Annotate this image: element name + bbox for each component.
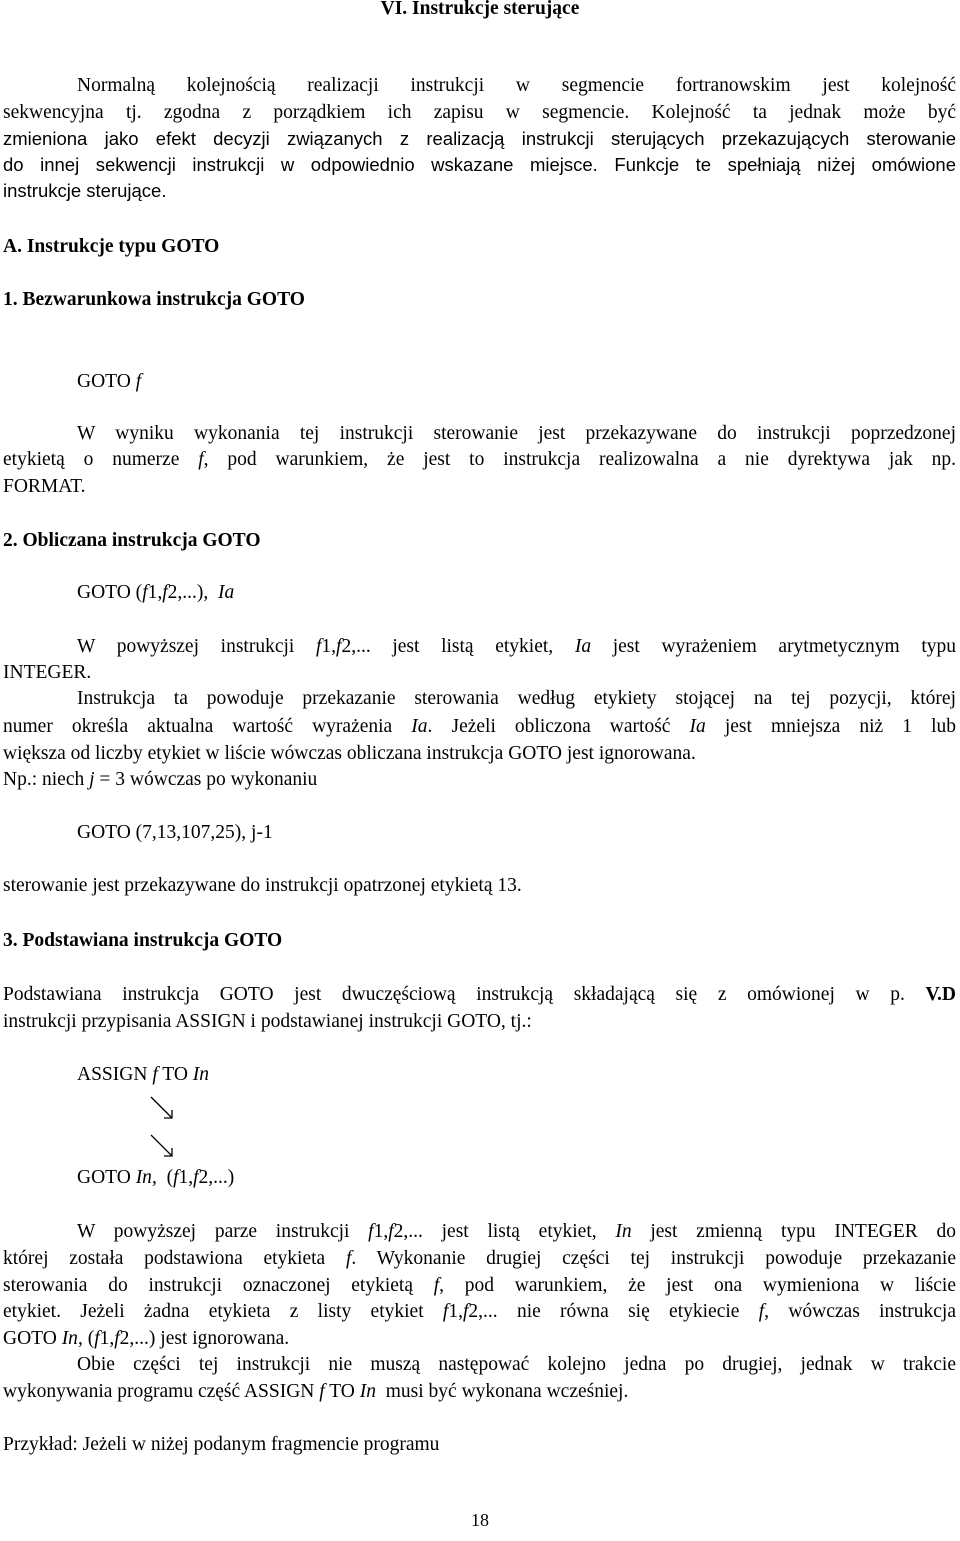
arrow-icon-2 bbox=[148, 1132, 178, 1162]
page-number: 18 bbox=[471, 1510, 489, 1530]
section-1-code: GOTO f bbox=[77, 371, 142, 392]
section-2-line-1: W powyższej instrukcji f1,f2,... jest listą etykiet, Ia jest wyrażeniem arytmetycznym typu bbox=[77, 636, 956, 657]
section-3-line-5: sterowania do instrukcji oznaczonej etykietą f, pod warunkiem, że jest ona wymieniona w liście bbox=[3, 1275, 956, 1296]
section-3-line-1: Podstawiana instrukcja GOTO jest dwuczęściową instrukcją składającą się z omówionej w p. V.D bbox=[3, 984, 956, 1005]
section-2-heading: 2. Obliczana instrukcja GOTO bbox=[3, 530, 261, 551]
intro-line-4: do innej sekwencji instrukcji w odpowiednio wskazane miejsce. Funkcje te spełniają niżej omówione bbox=[3, 154, 956, 175]
intro-line-2: sekwencyjna tj. zgodna z porządkiem ich zapisu w segmencie. Kolejność ta jednak może być bbox=[3, 102, 956, 123]
section-1-line-3: FORMAT. bbox=[3, 476, 86, 497]
section-3-line-8: Obie części tej instrukcji nie muszą następować kolejno jedna po drugiej, jednak w trakcie bbox=[77, 1354, 956, 1375]
page-title: VI. Instrukcje sterujące bbox=[380, 0, 580, 19]
intro-line-1: Normalną kolejnością realizacji instrukcji w segmencie fortranowskim jest kolejność bbox=[77, 75, 956, 96]
section-3-code-goto: GOTO In, (f1,f2,...) bbox=[77, 1167, 235, 1188]
section-3-code-assign: ASSIGN f TO In bbox=[77, 1064, 210, 1085]
section-2-code-example: GOTO (7,13,107,25), j-1 bbox=[77, 822, 273, 843]
section-2-line-3: Instrukcja ta powoduje przekazanie sterowania według etykiety stojącej na tej pozycji, której bbox=[77, 688, 956, 709]
intro-line-5: instrukcje sterujące. bbox=[3, 180, 167, 201]
intro-line-3: zmieniona jako efekt decyzji związanych z realizacją instrukcji sterujących przekazujących sterowanie bbox=[3, 128, 956, 149]
section-a-heading: A. Instrukcje typu GOTO bbox=[3, 236, 220, 257]
section-3-line-7: GOTO In, (f1,f2,...) jest ignorowana. bbox=[3, 1328, 290, 1349]
section-3-line-3: W powyższej parze instrukcji f1,f2,... jest listą etykiet, In jest zmienną typu INTEGER do bbox=[77, 1221, 956, 1242]
arrow-icon-1 bbox=[148, 1094, 178, 1124]
section-2-line-4: numer określa aktualna wartość wyrażenia Ia. Jeżeli obliczona wartość Ia jest mniejsza niż 1 lub bbox=[3, 716, 956, 737]
section-2-line-5: większa od liczby etykiet w liście wówczas obliczana instrukcja GOTO jest ignorowana. bbox=[3, 743, 696, 764]
section-3-line-2: instrukcji przypisania ASSIGN i podstawianej instrukcji GOTO, tj.: bbox=[3, 1011, 532, 1032]
section-3-line-4: której została podstawiona etykieta f. Wykonanie drugiej części tej instrukcji powoduje przekazanie bbox=[3, 1248, 956, 1269]
section-3-heading: 3. Podstawiana instrukcja GOTO bbox=[3, 930, 283, 951]
section-2-code: GOTO (f1,f2,...), Ia bbox=[77, 582, 235, 603]
section-2-line-6: Np.: niech j = 3 wówczas po wykonaniu bbox=[3, 769, 318, 790]
example-line: Przykład: Jeżeli w niżej podanym fragmencie programu bbox=[3, 1434, 440, 1455]
section-3-line-6: etykiet. Jeżeli żadna etykieta z listy etykiet f1,f2,... nie równa się etykiecie f, wówczas instrukcja bbox=[3, 1301, 956, 1322]
section-2-line-7: sterowanie jest przekazywane do instrukcji opatrzonej etykietą 13. bbox=[3, 875, 522, 896]
section-1-line-2: etykietą o numerze f, pod warunkiem, że jest to instrukcja realizowalna a nie dyrektywa jak np. bbox=[3, 449, 956, 470]
section-1-heading: 1. Bezwarunkowa instrukcja GOTO bbox=[3, 289, 305, 310]
section-3-line-9: wykonywania programu część ASSIGN f TO In musi być wykonana wcześniej. bbox=[3, 1381, 629, 1402]
section-1-line-1: W wyniku wykonania tej instrukcji sterowanie jest przekazywane do instrukcji poprzedzonej bbox=[77, 423, 956, 444]
section-2-line-2: INTEGER. bbox=[3, 662, 92, 683]
